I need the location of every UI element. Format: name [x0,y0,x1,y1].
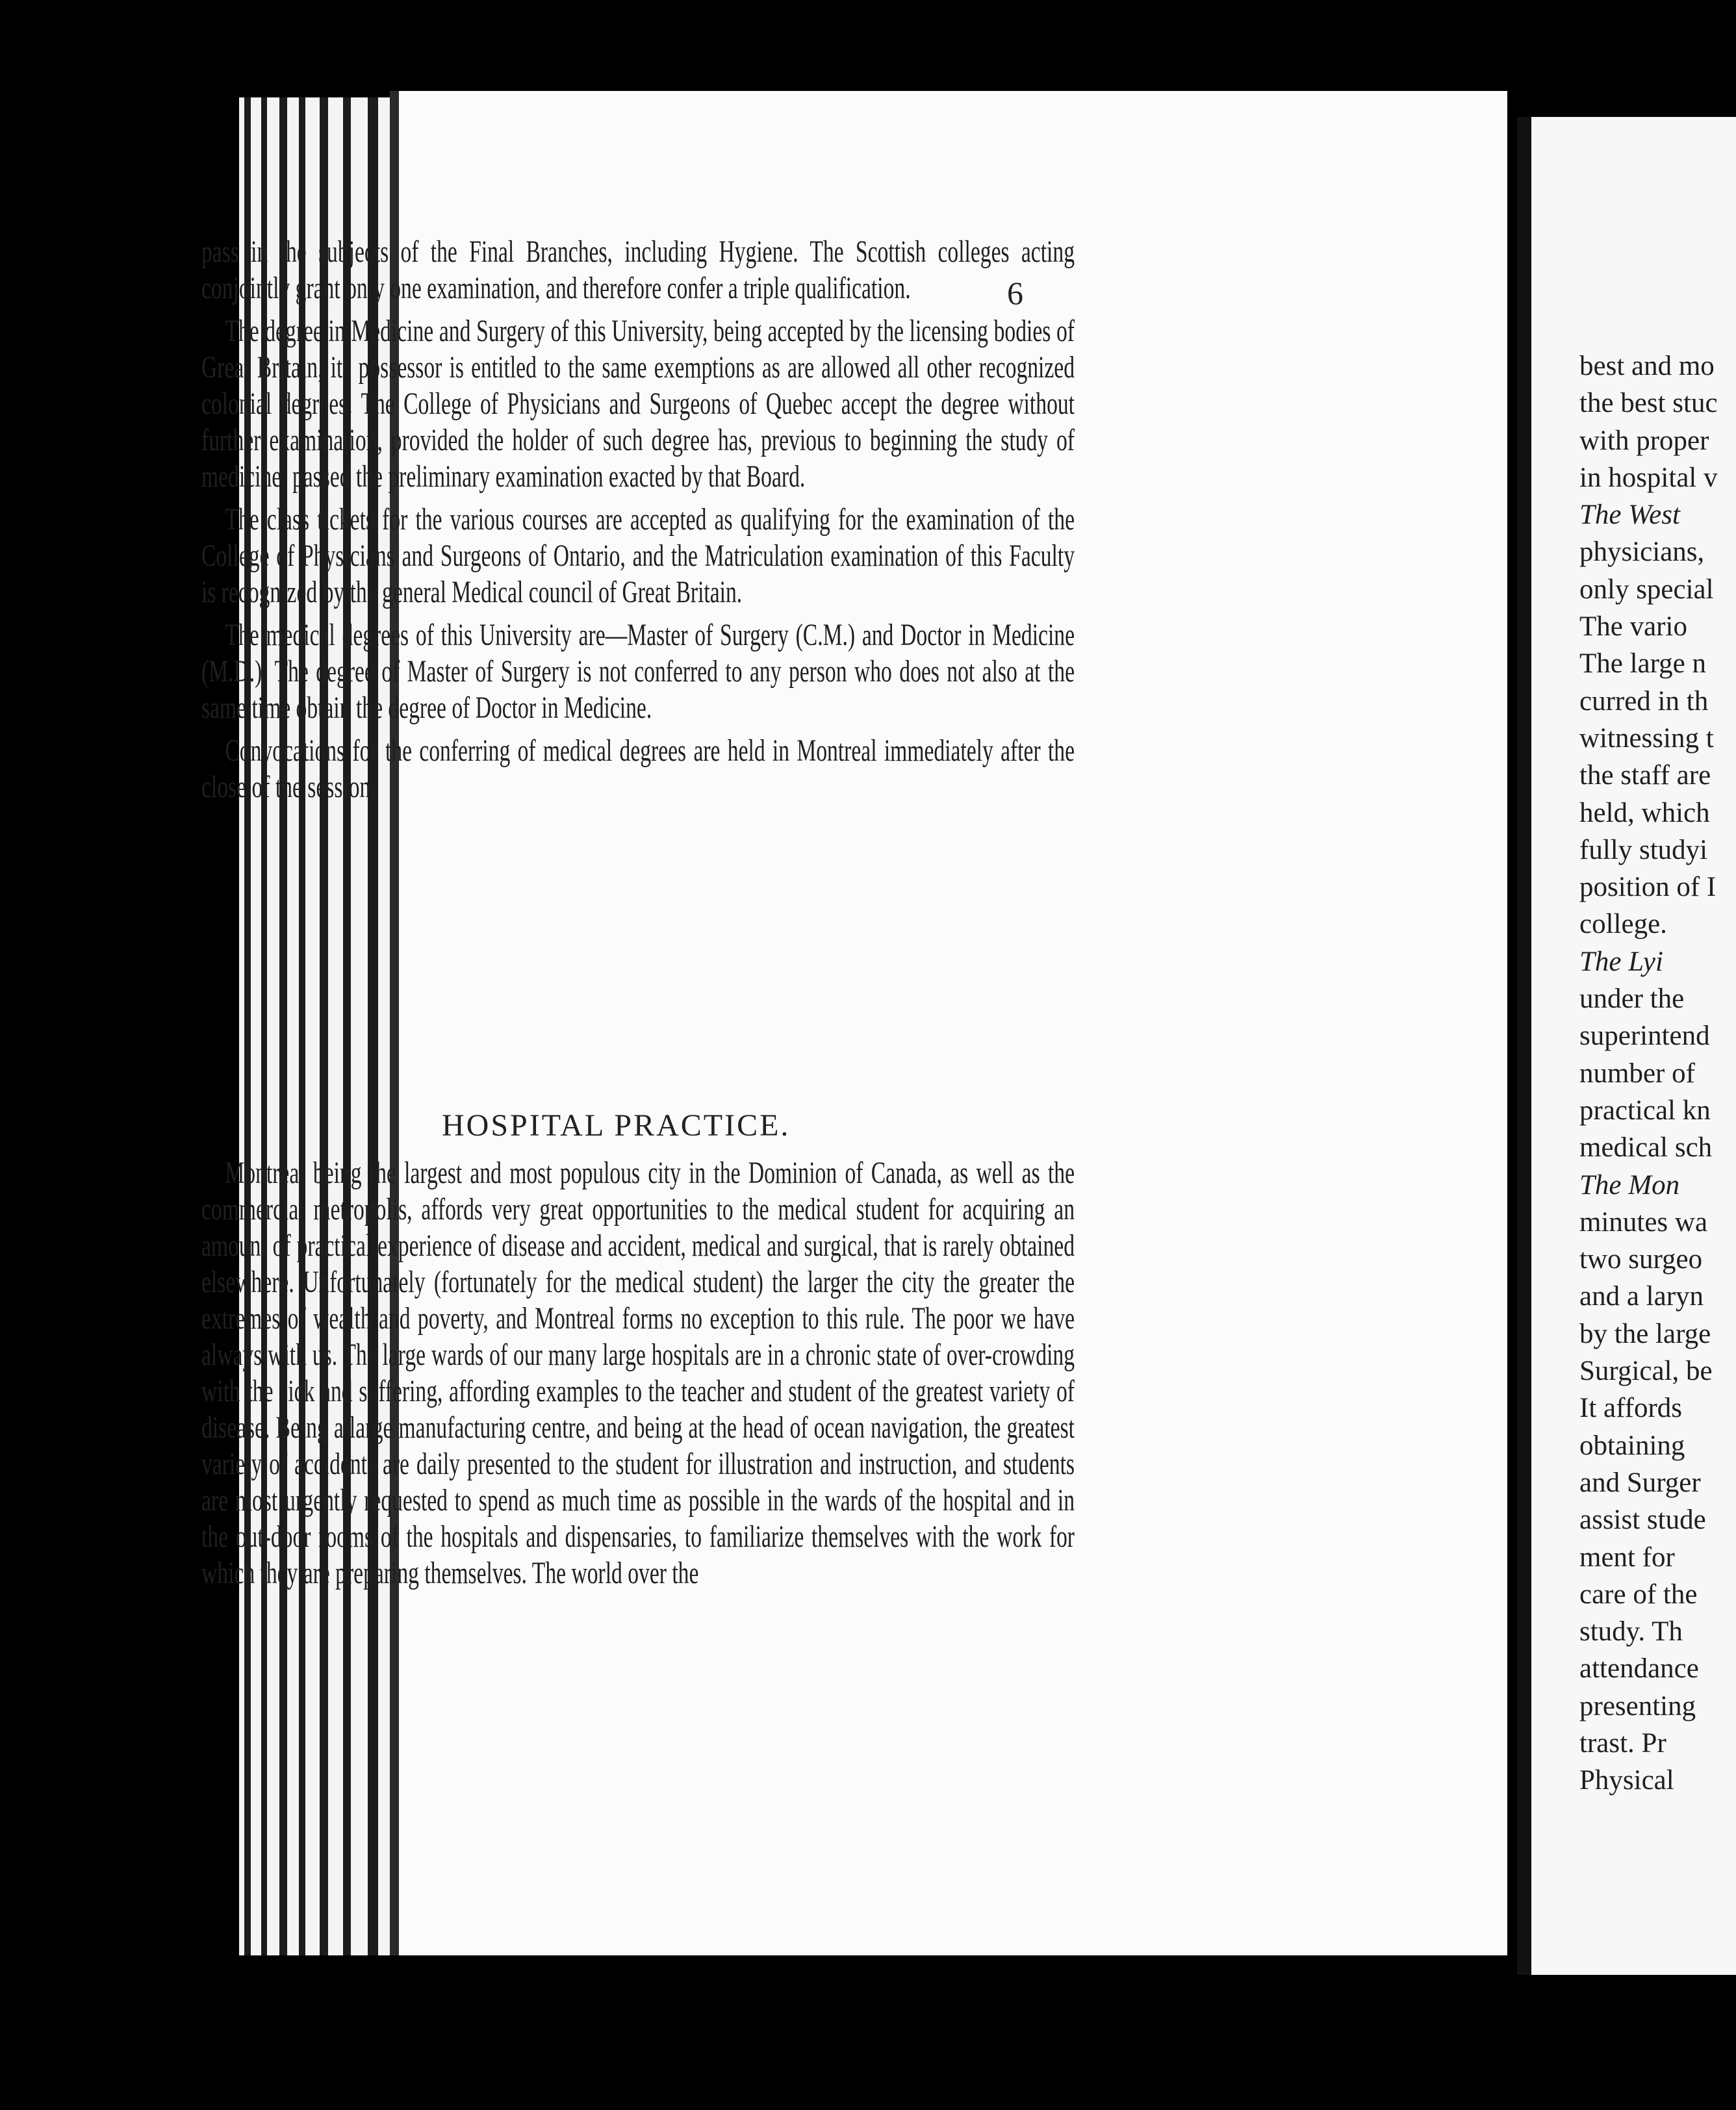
facing-line: The Lyi [1579,946,1663,977]
facing-line: trast. Pr [1579,1727,1666,1759]
facing-line: college. [1579,909,1667,940]
facing-page-text [1579,348,1718,1799]
facing-line: by the large [1579,1318,1711,1349]
facing-line: superintend [1579,1021,1710,1052]
facing-line: Surgical, be [1579,1356,1713,1387]
facing-line: study. Th [1579,1616,1683,1647]
facing-line: fully studyi [1579,834,1708,865]
paragraph: pass in the subjects of the Final Branches, including Hygiene. The Scottish colleges acting conjointly grant only one examination, and therefore confer a triple qualification. [201,235,1075,305]
facing-line: in hospital v [1579,462,1718,493]
page-body-bottom [201,1155,1075,1598]
paragraph: The medical degrees of this University are—Master of Surgery (C.M.) and Doctor in Medicine (M.D.). The degree of Master of Surgery is not conferred to any person who does not also at the same time obtain the degree of Doctor in Medicine. [201,618,1075,725]
facing-line: the best stuc [1579,388,1718,419]
facing-line: with proper [1579,425,1709,456]
facing-line: position of I [1579,872,1717,903]
facing-line: practical kn [1579,1095,1711,1126]
facing-line: best and mo [1579,351,1715,381]
facing-line: held, which [1579,797,1710,828]
facing-line: under the [1579,984,1685,1015]
facing-line: obtaining [1579,1430,1685,1461]
book-gutter [1517,117,1531,1975]
facing-line: minutes wa [1579,1206,1708,1238]
facing-page [1517,117,1736,1975]
paragraph: Convocations for the conferring of medical degrees are held in Montreal immediately after the close of the session. [201,733,1075,804]
facing-line: The West [1579,500,1680,531]
facing-line: the staff are [1579,760,1711,791]
facing-line: witnessing t [1579,722,1714,754]
facing-line: number of [1579,1058,1695,1089]
facing-line: The large n [1579,648,1707,680]
facing-line: medical sch [1579,1132,1713,1163]
facing-line: and Surger [1579,1467,1701,1498]
facing-line: The vario [1579,611,1687,642]
paragraph: Montreal being the largest and most populous city in the Dominion of Canada, as well as the commercial metropolis, affords very great opportunities to the medical student for acquiring an amount of practical experience of disease and accident, medical and surgical, that is rarely obtained elsewhere. Unfortunately (fortunately for the medical student) the larger the city the greater the extremes of wealth and poverty, and Montreal forms no exception to this rule. The poor we have always with us. The large wards of our many large hospitals are in a chronic state of over-crowding with the sick and suffering, affording examples to the teacher and student of the greatest variety of disease. Being a large manufacturing centre, and being at the head of ocean navigation, the greatest variety of accidents are daily presented to the student for illustration and instruction, and students are most urgently requested to spend as much time as possible in the wards of the hospital and in the out-door rooms of the hospitals and dispensaries, to familiarize themselves with the work for which they are preparing themselves. The world over the [201,1156,1075,1590]
facing-line: ment for [1579,1542,1675,1573]
facing-line: Physical [1579,1765,1674,1796]
facing-line: It affords [1579,1393,1683,1424]
facing-line: assist stude [1579,1505,1706,1536]
facing-line: presenting [1579,1690,1696,1722]
facing-line: only special [1579,574,1714,605]
paragraph: The degree in Medicine and Surgery of this University, being accepted by the licensing bodies of Great Britain, its possessor is entitled to the same exemptions as are allowed all other recognized colonial degrees. The College of Physicians and Surgeons of Quebec accept the degree without further examination, provided the holder of such degree has, previous to beginning the study of medicine, passed the preliminary examination exacted by that Board. [201,314,1075,494]
facing-line: physicians, [1579,537,1705,568]
facing-line: two surgeo [1579,1244,1703,1275]
page-number: 6 [1007,275,1023,311]
paragraph: The class tickets for the various courses are accepted as qualifying for the examination of the College of Physicians and Surgeons of Ontario, and the Matriculation examination of this Faculty is recognized by the general Medical council of Great Britain. [201,502,1075,609]
facing-line: care of the [1579,1579,1698,1610]
section-heading: HOSPITAL PRACTICE. [442,1108,791,1143]
facing-line: attendance [1579,1653,1699,1684]
facing-line: and a laryn [1579,1281,1704,1312]
page-body-top [201,234,1075,812]
facing-line: curred in th [1579,685,1709,717]
facing-line: The Mon [1579,1169,1680,1201]
